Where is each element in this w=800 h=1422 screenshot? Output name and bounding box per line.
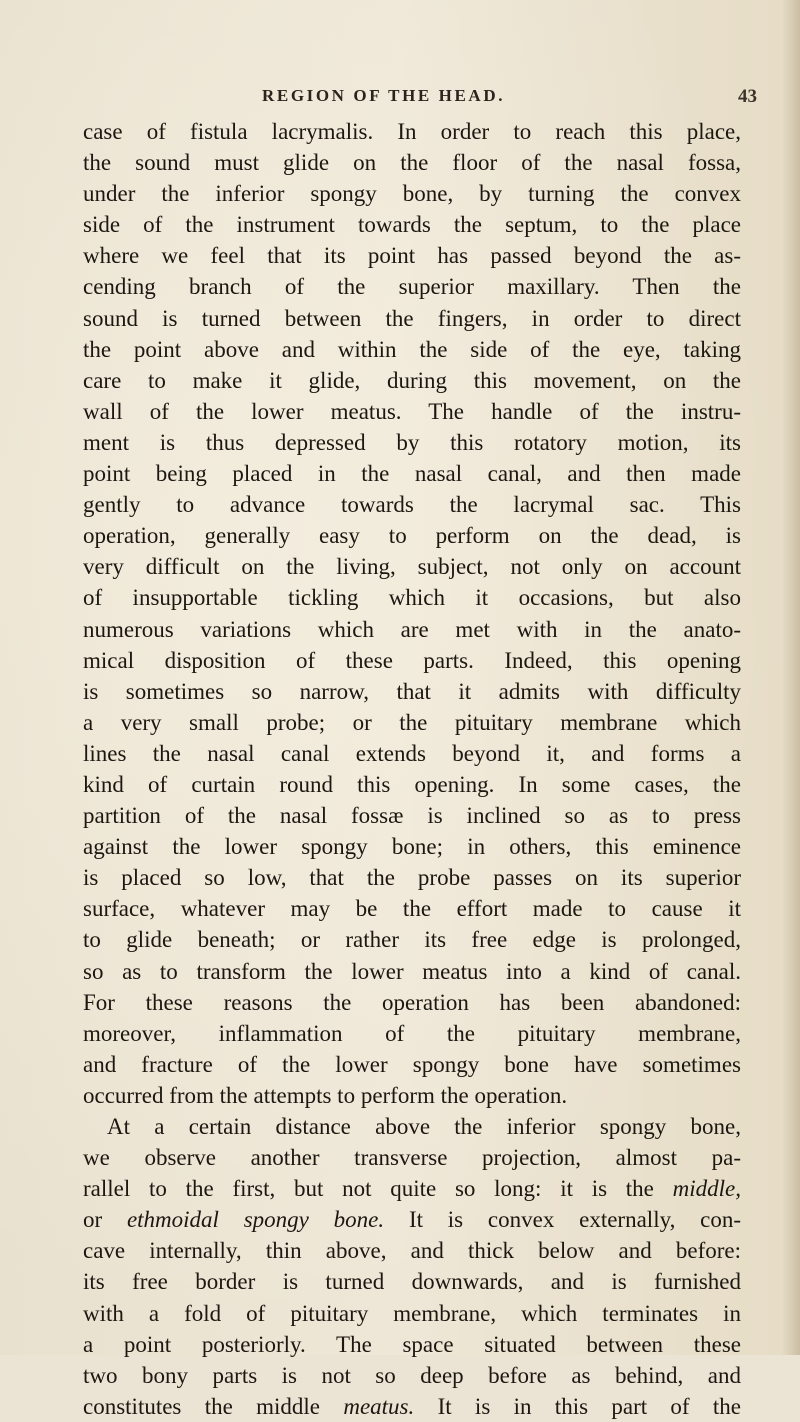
text-line: against the lower spongy bone; in others, this eminence [83, 834, 741, 860]
text-line: its free border is turned downwards, and is furnished [83, 1269, 741, 1295]
text-line: case of fistula lacrymalis. In order to reach this place, [83, 119, 741, 144]
italic-term-middle: middle, [672, 1176, 741, 1202]
text-run: constitutes the middle [83, 1393, 344, 1419]
text-line: and fracture of the lower spongy bone have sometimes [83, 1051, 741, 1077]
text-line: lines the nasal canal extends beyond it, and forms a [83, 740, 741, 766]
text-line: two bony parts is not so deep before as behind, and [83, 1362, 741, 1388]
text-line: point being placed in the nasal canal, and then made [83, 461, 741, 487]
text-line: so as to transform the lower meatus into a kind of canal. [83, 958, 741, 984]
text-line: operation, generally easy to perform on the dead, is [83, 523, 741, 549]
text-line: cave internally, thin above, and thick below and before: [83, 1238, 741, 1264]
text-run: It is convex externally, con- [384, 1207, 741, 1233]
text-line: For these reasons the operation has been abandoned: [83, 989, 741, 1015]
text-line: a point posteriorly. The space situated between these [83, 1331, 741, 1357]
text-line: partition of the nasal fossæ is inclined so as to press [83, 803, 741, 829]
page-edge-shadow [782, 0, 800, 1355]
text-run: rallel to the first, but not quite so long: it is the [83, 1176, 673, 1202]
text-run: or [83, 1207, 127, 1233]
text-line [83, 1173, 741, 1204]
text-line: surface, whatever may be the effort made to cause it [83, 896, 741, 922]
page-header [0, 86, 800, 112]
italic-term-ethmoidal: ethmoidal spongy bone. [126, 1207, 385, 1233]
text-line: to glide beneath; or rather its free edge is prolonged, [83, 927, 741, 953]
body-text [83, 116, 741, 1422]
text-line: the point above and within the side of the eye, taking [83, 336, 741, 362]
text-line: where we feel that its point has passed beyond the as- [83, 243, 741, 269]
text-line: kind of curtain round this opening. In some cases, the [83, 771, 741, 797]
text-line: cending branch of the superior maxillary. Then the [83, 274, 741, 300]
text-line: of insupportable tickling which it occasions, but also [83, 585, 741, 611]
text-line: a very small probe; or the pituitary membrane which [83, 709, 741, 735]
text-line: we observe another transverse projection, almost pa- [83, 1145, 741, 1171]
text-line: with a fold of pituitary membrane, which terminates in [83, 1300, 741, 1326]
text-line: very difficult on the living, subject, not only on account [83, 554, 741, 580]
text-line: gently to advance towards the lacrymal sac. This [83, 492, 741, 518]
text-line: occurred from the attempts to perform the operation. [83, 1082, 568, 1108]
text-line: side of the instrument towards the septum, to the place [83, 212, 741, 238]
text-line: mical disposition of these parts. Indeed, this opening [83, 647, 741, 673]
text-line [83, 1391, 741, 1422]
text-line: is sometimes so narrow, that it admits with difficulty [83, 678, 741, 704]
text-line: ment is thus depressed by this rotatory motion, its [83, 429, 741, 455]
text-run: It is in this part of the [414, 1393, 742, 1419]
text-line: the sound must glide on the floor of the nasal fossa, [83, 150, 741, 176]
text-line: is placed so low, that the probe passes on its superior [83, 865, 741, 891]
text-line: care to make it glide, during this movement, on the [83, 367, 741, 393]
text-line: numerous variations which are met with in the anato- [83, 616, 741, 642]
running-head: REGION OF THE HEAD. [262, 86, 506, 105]
text-line [83, 1204, 741, 1235]
text-line: At a certain distance above the inferior spongy bone, [107, 1114, 741, 1139]
text-line: wall of the lower meatus. The handle of the instru- [83, 398, 741, 424]
text-line: sound is turned between the fingers, in order to direct [83, 305, 741, 331]
text-line: moreover, inflammation of the pituitary membrane, [83, 1020, 741, 1046]
text-line: under the inferior spongy bone, by turning the convex [83, 181, 741, 207]
page-number: 43 [738, 86, 757, 107]
italic-term-meatus: meatus. [343, 1393, 415, 1419]
